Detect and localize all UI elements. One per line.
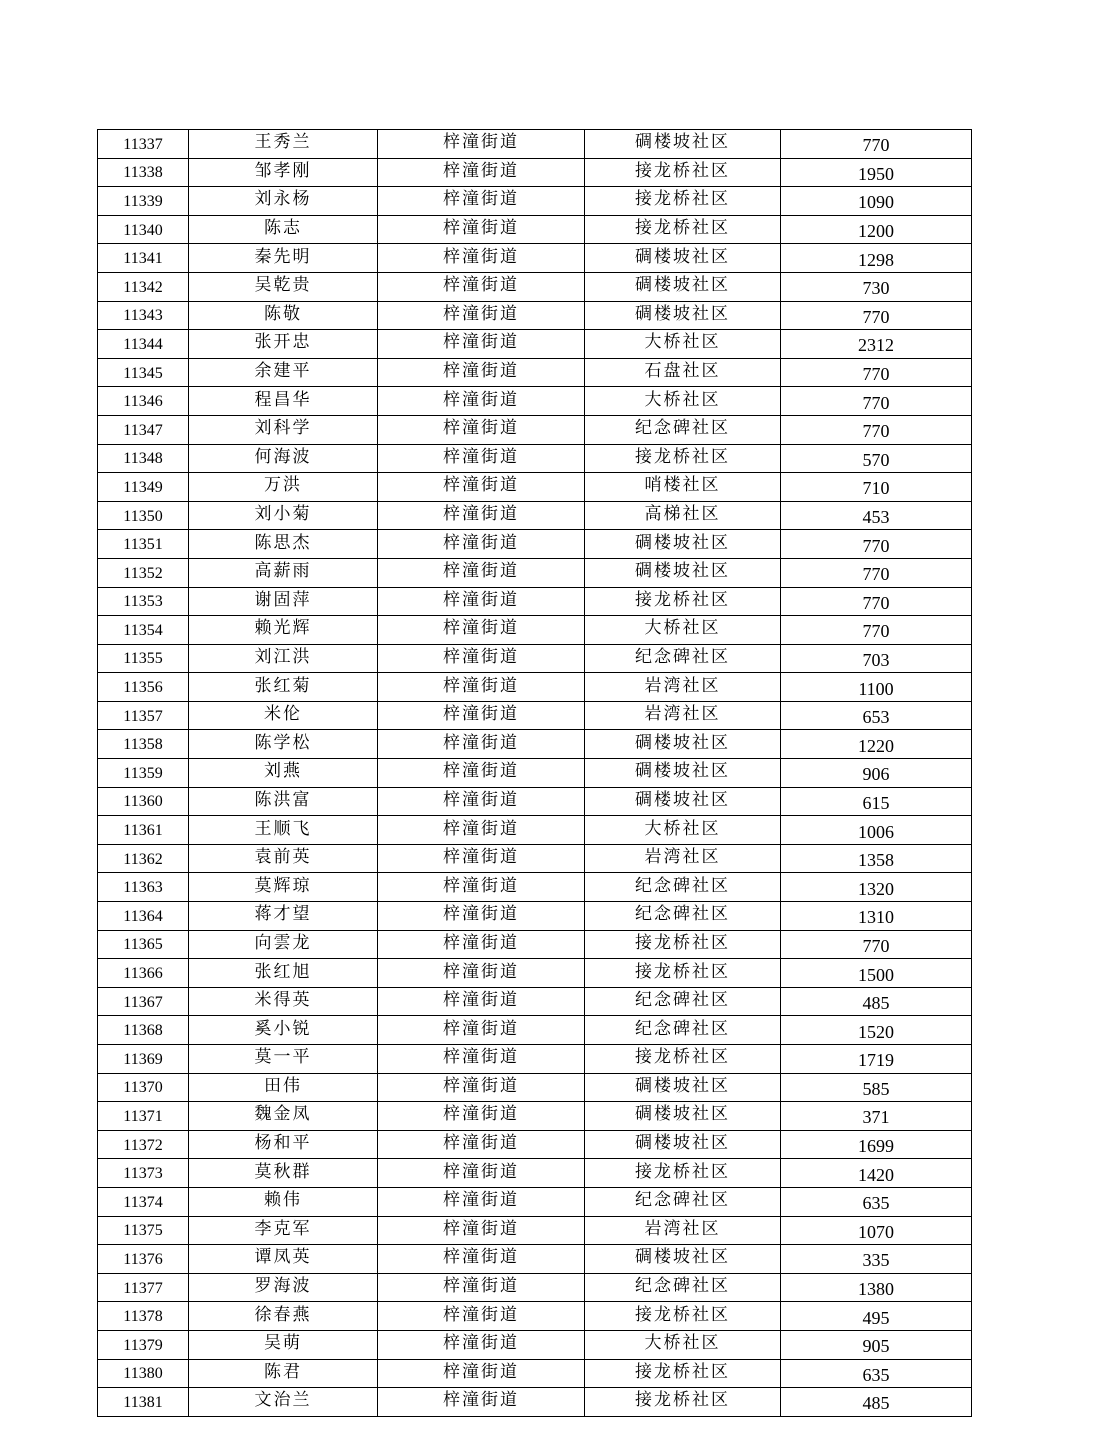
table-row	[98, 473, 972, 502]
name-cell: 何海波	[189, 444, 378, 473]
amount-cell: 770	[781, 930, 972, 959]
amount-cell: 1200	[781, 215, 972, 244]
amount-cell: 1070	[781, 1216, 972, 1245]
amount-cell: 770	[781, 530, 972, 559]
community-cell: 碉楼坡社区	[585, 558, 781, 587]
community-cell: 碉楼坡社区	[585, 244, 781, 273]
name-cell: 米伦	[189, 701, 378, 730]
community-cell: 纪念碑社区	[585, 1273, 781, 1302]
serial-number-cell: 11372	[98, 1130, 189, 1159]
name-cell: 秦先明	[189, 244, 378, 273]
table-row	[98, 415, 972, 444]
street-cell: 梓潼街道	[378, 415, 585, 444]
community-cell: 碉楼坡社区	[585, 1245, 781, 1274]
street-cell: 梓潼街道	[378, 587, 585, 616]
serial-number-cell: 11346	[98, 387, 189, 416]
table-row	[98, 787, 972, 816]
amount-cell: 371	[781, 1102, 972, 1131]
name-cell: 赖伟	[189, 1187, 378, 1216]
amount-cell: 485	[781, 987, 972, 1016]
serial-number-cell: 11349	[98, 473, 189, 502]
name-cell: 蒋才望	[189, 902, 378, 931]
table-row	[98, 187, 972, 216]
name-cell: 吴乾贵	[189, 272, 378, 301]
table-row	[98, 701, 972, 730]
street-cell: 梓潼街道	[378, 1302, 585, 1331]
community-cell: 岩湾社区	[585, 701, 781, 730]
community-cell: 大桥社区	[585, 1330, 781, 1359]
community-cell: 接龙桥社区	[585, 1359, 781, 1388]
serial-number-cell: 11373	[98, 1159, 189, 1188]
amount-cell: 615	[781, 787, 972, 816]
street-cell: 梓潼街道	[378, 1130, 585, 1159]
community-cell: 碉楼坡社区	[585, 787, 781, 816]
street-cell: 梓潼街道	[378, 730, 585, 759]
amount-cell: 1358	[781, 844, 972, 873]
table-row	[98, 1102, 972, 1131]
table-row	[98, 501, 972, 530]
street-cell: 梓潼街道	[378, 787, 585, 816]
serial-number-cell: 11340	[98, 215, 189, 244]
table-row	[98, 330, 972, 359]
table-row	[98, 1273, 972, 1302]
serial-number-cell: 11347	[98, 415, 189, 444]
community-cell: 接龙桥社区	[585, 444, 781, 473]
name-cell: 袁前英	[189, 844, 378, 873]
community-cell: 哨楼社区	[585, 473, 781, 502]
community-cell: 碉楼坡社区	[585, 730, 781, 759]
amount-cell: 1298	[781, 244, 972, 273]
name-cell: 陈洪富	[189, 787, 378, 816]
amount-cell: 770	[781, 415, 972, 444]
amount-cell: 2312	[781, 330, 972, 359]
community-cell: 碉楼坡社区	[585, 530, 781, 559]
street-cell: 梓潼街道	[378, 1388, 585, 1417]
community-cell: 纪念碑社区	[585, 415, 781, 444]
amount-cell: 1520	[781, 1016, 972, 1045]
street-cell: 梓潼街道	[378, 387, 585, 416]
name-cell: 刘科学	[189, 415, 378, 444]
amount-cell: 1320	[781, 873, 972, 902]
table-row	[98, 215, 972, 244]
name-cell: 魏金凤	[189, 1102, 378, 1131]
street-cell: 梓潼街道	[378, 158, 585, 187]
table-row	[98, 673, 972, 702]
street-cell: 梓潼街道	[378, 959, 585, 988]
table-row	[98, 930, 972, 959]
serial-number-cell: 11379	[98, 1330, 189, 1359]
community-cell: 碉楼坡社区	[585, 1102, 781, 1131]
name-cell: 奚小锐	[189, 1016, 378, 1045]
amount-cell: 1006	[781, 816, 972, 845]
community-cell: 接龙桥社区	[585, 959, 781, 988]
community-cell: 碉楼坡社区	[585, 130, 781, 159]
serial-number-cell: 11363	[98, 873, 189, 902]
serial-number-cell: 11381	[98, 1388, 189, 1417]
community-cell: 纪念碑社区	[585, 1016, 781, 1045]
street-cell: 梓潼街道	[378, 358, 585, 387]
amount-cell: 770	[781, 301, 972, 330]
community-cell: 接龙桥社区	[585, 1045, 781, 1074]
street-cell: 梓潼街道	[378, 1245, 585, 1274]
table-row	[98, 902, 972, 931]
serial-number-cell: 11378	[98, 1302, 189, 1331]
amount-cell: 1950	[781, 158, 972, 187]
table-row	[98, 1245, 972, 1274]
serial-number-cell: 11342	[98, 272, 189, 301]
table-row	[98, 530, 972, 559]
amount-cell: 635	[781, 1187, 972, 1216]
street-cell: 梓潼街道	[378, 987, 585, 1016]
table-row	[98, 1016, 972, 1045]
name-cell: 徐春燕	[189, 1302, 378, 1331]
community-cell: 接龙桥社区	[585, 215, 781, 244]
name-cell: 莫辉琼	[189, 873, 378, 902]
amount-cell: 770	[781, 387, 972, 416]
name-cell: 吴萌	[189, 1330, 378, 1359]
serial-number-cell: 11345	[98, 358, 189, 387]
street-cell: 梓潼街道	[378, 930, 585, 959]
table-row	[98, 844, 972, 873]
amount-cell: 770	[781, 558, 972, 587]
street-cell: 梓潼街道	[378, 644, 585, 673]
street-cell: 梓潼街道	[378, 1045, 585, 1074]
community-cell: 碉楼坡社区	[585, 1073, 781, 1102]
street-cell: 梓潼街道	[378, 244, 585, 273]
name-cell: 张红旭	[189, 959, 378, 988]
table-row	[98, 444, 972, 473]
community-cell: 碉楼坡社区	[585, 759, 781, 788]
serial-number-cell: 11358	[98, 730, 189, 759]
community-cell: 石盘社区	[585, 358, 781, 387]
table-row	[98, 558, 972, 587]
street-cell: 梓潼街道	[378, 873, 585, 902]
street-cell: 梓潼街道	[378, 1073, 585, 1102]
table-row	[98, 1130, 972, 1159]
name-cell: 莫一平	[189, 1045, 378, 1074]
serial-number-cell: 11341	[98, 244, 189, 273]
street-cell: 梓潼街道	[378, 673, 585, 702]
community-cell: 纪念碑社区	[585, 902, 781, 931]
serial-number-cell: 11354	[98, 616, 189, 645]
amount-cell: 770	[781, 130, 972, 159]
serial-number-cell: 11357	[98, 701, 189, 730]
name-cell: 谢固萍	[189, 587, 378, 616]
amount-cell: 1380	[781, 1273, 972, 1302]
amount-cell: 770	[781, 587, 972, 616]
community-cell: 纪念碑社区	[585, 987, 781, 1016]
street-cell: 梓潼街道	[378, 902, 585, 931]
street-cell: 梓潼街道	[378, 301, 585, 330]
table-row	[98, 1159, 972, 1188]
community-cell: 碉楼坡社区	[585, 272, 781, 301]
amount-cell: 1420	[781, 1159, 972, 1188]
serial-number-cell: 11350	[98, 501, 189, 530]
table-row	[98, 358, 972, 387]
serial-number-cell: 11376	[98, 1245, 189, 1274]
serial-number-cell: 11370	[98, 1073, 189, 1102]
amount-cell: 570	[781, 444, 972, 473]
serial-number-cell: 11352	[98, 558, 189, 587]
amount-cell: 1090	[781, 187, 972, 216]
serial-number-cell: 11348	[98, 444, 189, 473]
street-cell: 梓潼街道	[378, 530, 585, 559]
name-cell: 赖光辉	[189, 616, 378, 645]
name-cell: 王秀兰	[189, 130, 378, 159]
community-cell: 大桥社区	[585, 387, 781, 416]
name-cell: 刘小菊	[189, 501, 378, 530]
name-cell: 高薪雨	[189, 558, 378, 587]
amount-cell: 730	[781, 272, 972, 301]
serial-number-cell: 11377	[98, 1273, 189, 1302]
table-row	[98, 987, 972, 1016]
name-cell: 李克军	[189, 1216, 378, 1245]
street-cell: 梓潼街道	[378, 701, 585, 730]
table-row	[98, 244, 972, 273]
serial-number-cell: 11371	[98, 1102, 189, 1131]
serial-number-cell: 11361	[98, 816, 189, 845]
street-cell: 梓潼街道	[378, 558, 585, 587]
community-cell: 接龙桥社区	[585, 187, 781, 216]
street-cell: 梓潼街道	[378, 330, 585, 359]
serial-number-cell: 11353	[98, 587, 189, 616]
amount-cell: 906	[781, 759, 972, 788]
serial-number-cell: 11344	[98, 330, 189, 359]
serial-number-cell: 11365	[98, 930, 189, 959]
community-cell: 纪念碑社区	[585, 873, 781, 902]
amount-cell: 1500	[781, 959, 972, 988]
community-cell: 接龙桥社区	[585, 1388, 781, 1417]
amount-cell: 585	[781, 1073, 972, 1102]
serial-number-cell: 11375	[98, 1216, 189, 1245]
amount-cell: 703	[781, 644, 972, 673]
serial-number-cell: 11374	[98, 1187, 189, 1216]
amount-cell: 1310	[781, 902, 972, 931]
street-cell: 梓潼街道	[378, 1330, 585, 1359]
street-cell: 梓潼街道	[378, 816, 585, 845]
amount-cell: 1699	[781, 1130, 972, 1159]
serial-number-cell: 11337	[98, 130, 189, 159]
name-cell: 陈志	[189, 215, 378, 244]
street-cell: 梓潼街道	[378, 844, 585, 873]
street-cell: 梓潼街道	[378, 473, 585, 502]
street-cell: 梓潼街道	[378, 759, 585, 788]
amount-cell: 453	[781, 501, 972, 530]
community-cell: 纪念碑社区	[585, 644, 781, 673]
serial-number-cell: 11359	[98, 759, 189, 788]
street-cell: 梓潼街道	[378, 187, 585, 216]
amount-cell: 495	[781, 1302, 972, 1331]
table-row	[98, 873, 972, 902]
amount-cell: 770	[781, 616, 972, 645]
table-row	[98, 1388, 972, 1417]
serial-number-cell: 11364	[98, 902, 189, 931]
roster-table-body	[98, 130, 972, 1417]
table-row	[98, 1045, 972, 1074]
street-cell: 梓潼街道	[378, 130, 585, 159]
serial-number-cell: 11355	[98, 644, 189, 673]
amount-cell: 335	[781, 1245, 972, 1274]
street-cell: 梓潼街道	[378, 1216, 585, 1245]
name-cell: 陈君	[189, 1359, 378, 1388]
table-row	[98, 1187, 972, 1216]
table-row	[98, 759, 972, 788]
street-cell: 梓潼街道	[378, 1159, 585, 1188]
community-cell: 大桥社区	[585, 616, 781, 645]
name-cell: 邹孝刚	[189, 158, 378, 187]
table-row	[98, 387, 972, 416]
table-row	[98, 1216, 972, 1245]
amount-cell: 905	[781, 1330, 972, 1359]
name-cell: 向雲龙	[189, 930, 378, 959]
street-cell: 梓潼街道	[378, 215, 585, 244]
name-cell: 万洪	[189, 473, 378, 502]
community-cell: 大桥社区	[585, 330, 781, 359]
name-cell: 米得英	[189, 987, 378, 1016]
name-cell: 陈思杰	[189, 530, 378, 559]
table-row	[98, 1359, 972, 1388]
table-row	[98, 616, 972, 645]
street-cell: 梓潼街道	[378, 1273, 585, 1302]
street-cell: 梓潼街道	[378, 444, 585, 473]
amount-cell: 1100	[781, 673, 972, 702]
name-cell: 陈学松	[189, 730, 378, 759]
table-row	[98, 1330, 972, 1359]
name-cell: 莫秋群	[189, 1159, 378, 1188]
community-cell: 接龙桥社区	[585, 158, 781, 187]
serial-number-cell: 11339	[98, 187, 189, 216]
roster-table	[97, 129, 972, 1417]
amount-cell: 485	[781, 1388, 972, 1417]
serial-number-cell: 11356	[98, 673, 189, 702]
amount-cell: 710	[781, 473, 972, 502]
street-cell: 梓潼街道	[378, 501, 585, 530]
amount-cell: 635	[781, 1359, 972, 1388]
table-row	[98, 1302, 972, 1331]
name-cell: 张开忠	[189, 330, 378, 359]
table-row	[98, 730, 972, 759]
name-cell: 程昌华	[189, 387, 378, 416]
table-row	[98, 816, 972, 845]
table-row	[98, 158, 972, 187]
amount-cell: 770	[781, 358, 972, 387]
name-cell: 罗海波	[189, 1273, 378, 1302]
community-cell: 碉楼坡社区	[585, 1130, 781, 1159]
serial-number-cell: 11351	[98, 530, 189, 559]
table-row	[98, 587, 972, 616]
street-cell: 梓潼街道	[378, 1102, 585, 1131]
serial-number-cell: 11366	[98, 959, 189, 988]
street-cell: 梓潼街道	[378, 272, 585, 301]
serial-number-cell: 11367	[98, 987, 189, 1016]
table-row	[98, 1073, 972, 1102]
name-cell: 文治兰	[189, 1388, 378, 1417]
name-cell: 余建平	[189, 358, 378, 387]
serial-number-cell: 11369	[98, 1045, 189, 1074]
serial-number-cell: 11343	[98, 301, 189, 330]
table-row	[98, 301, 972, 330]
name-cell: 刘江洪	[189, 644, 378, 673]
table-row	[98, 644, 972, 673]
name-cell: 刘燕	[189, 759, 378, 788]
name-cell: 陈敬	[189, 301, 378, 330]
community-cell: 接龙桥社区	[585, 930, 781, 959]
community-cell: 接龙桥社区	[585, 1302, 781, 1331]
community-cell: 接龙桥社区	[585, 1159, 781, 1188]
table-row	[98, 130, 972, 159]
serial-number-cell: 11380	[98, 1359, 189, 1388]
street-cell: 梓潼街道	[378, 1187, 585, 1216]
amount-cell: 1220	[781, 730, 972, 759]
name-cell: 谭凤英	[189, 1245, 378, 1274]
name-cell: 王顺飞	[189, 816, 378, 845]
community-cell: 纪念碑社区	[585, 1187, 781, 1216]
serial-number-cell: 11338	[98, 158, 189, 187]
street-cell: 梓潼街道	[378, 1016, 585, 1045]
street-cell: 梓潼街道	[378, 1359, 585, 1388]
community-cell: 岩湾社区	[585, 844, 781, 873]
amount-cell: 1719	[781, 1045, 972, 1074]
serial-number-cell: 11368	[98, 1016, 189, 1045]
community-cell: 高梯社区	[585, 501, 781, 530]
community-cell: 碉楼坡社区	[585, 301, 781, 330]
street-cell: 梓潼街道	[378, 616, 585, 645]
table-row	[98, 959, 972, 988]
serial-number-cell: 11360	[98, 787, 189, 816]
name-cell: 张红菊	[189, 673, 378, 702]
table-row	[98, 272, 972, 301]
name-cell: 杨和平	[189, 1130, 378, 1159]
community-cell: 接龙桥社区	[585, 587, 781, 616]
community-cell: 大桥社区	[585, 816, 781, 845]
name-cell: 田伟	[189, 1073, 378, 1102]
name-cell: 刘永杨	[189, 187, 378, 216]
community-cell: 岩湾社区	[585, 1216, 781, 1245]
serial-number-cell: 11362	[98, 844, 189, 873]
amount-cell: 653	[781, 701, 972, 730]
community-cell: 岩湾社区	[585, 673, 781, 702]
